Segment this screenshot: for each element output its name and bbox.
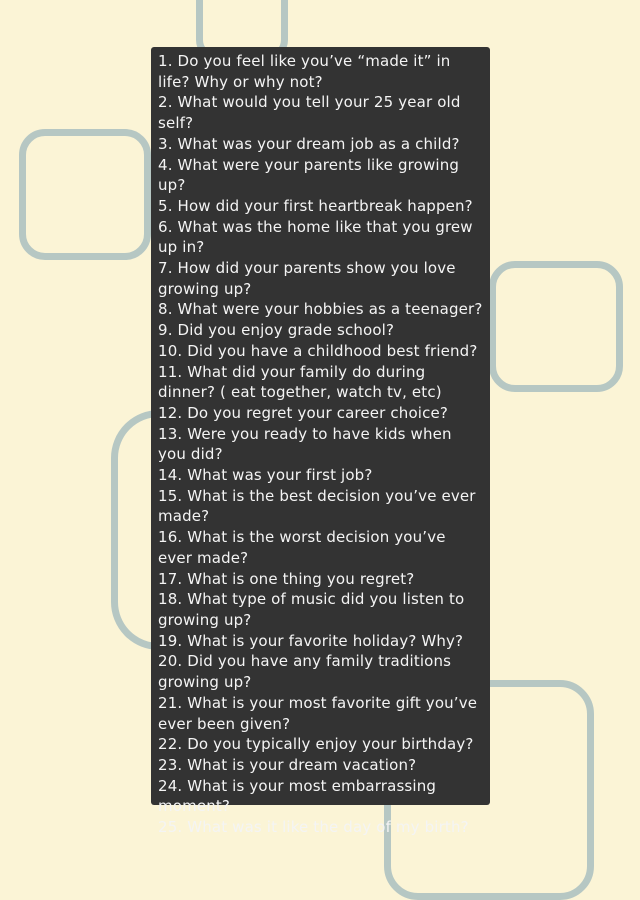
question-item: 24. What is your most embarrassing moment? [158,776,437,816]
question-item: 13. Were you ready to have kids when you did? [158,424,452,464]
question-item: 11. What did your family do during dinner? ( eat together, watch tv, etc) [158,362,442,402]
question-item: 15. What is the best decision you’ve ever made? [158,486,476,526]
question-item: 22. Do you typically enjoy your birthday? [158,735,474,754]
question-item: 14. What was your first job? [158,466,373,485]
question-item: 16. What is the worst decision you’ve ever made? [158,528,446,567]
question-item: 1. Do you feel like you’ve “made it” in life? Why or why not? [158,52,451,91]
question-item: 25. What was it like the day of my birth? [158,818,469,837]
question-item: 7. How did your parents show you love growing up? [158,259,456,298]
decorative-frame-left [19,129,151,260]
question-item: 2. What would you tell your 25 year old self? [158,93,461,133]
questions-list [158,51,484,838]
question-item: 17. What is one thing you regret? [158,569,415,588]
question-item: 19. What is your favorite holiday? Why? [158,631,464,650]
question-item: 18. What type of music did you listen to growing up? [158,590,465,629]
question-item: 4. What were your parents like growing up? [158,155,460,195]
question-item: 9. Did you enjoy grade school? [158,321,395,340]
question-item: 3. What was your dream job as a child? [158,134,460,153]
question-item: 20. Did you have any family traditions growing up? [158,652,452,692]
question-item: 21. What is your most favorite gift you’ve ever been given? [158,693,478,733]
decorative-frame-right [489,261,623,392]
question-item: 23. What is your dream vacation? [158,755,417,774]
questions-card [151,47,490,837]
question-item: 12. Do you regret your career choice? [158,403,449,422]
question-item: 8. What were your hobbies as a teenager? [158,300,483,319]
question-item: 5. How did your first heartbreak happen? [158,196,473,215]
question-item: 10. Did you have a childhood best friend? [158,341,478,360]
question-item: 6. What was the home like that you grew up in? [158,217,473,257]
